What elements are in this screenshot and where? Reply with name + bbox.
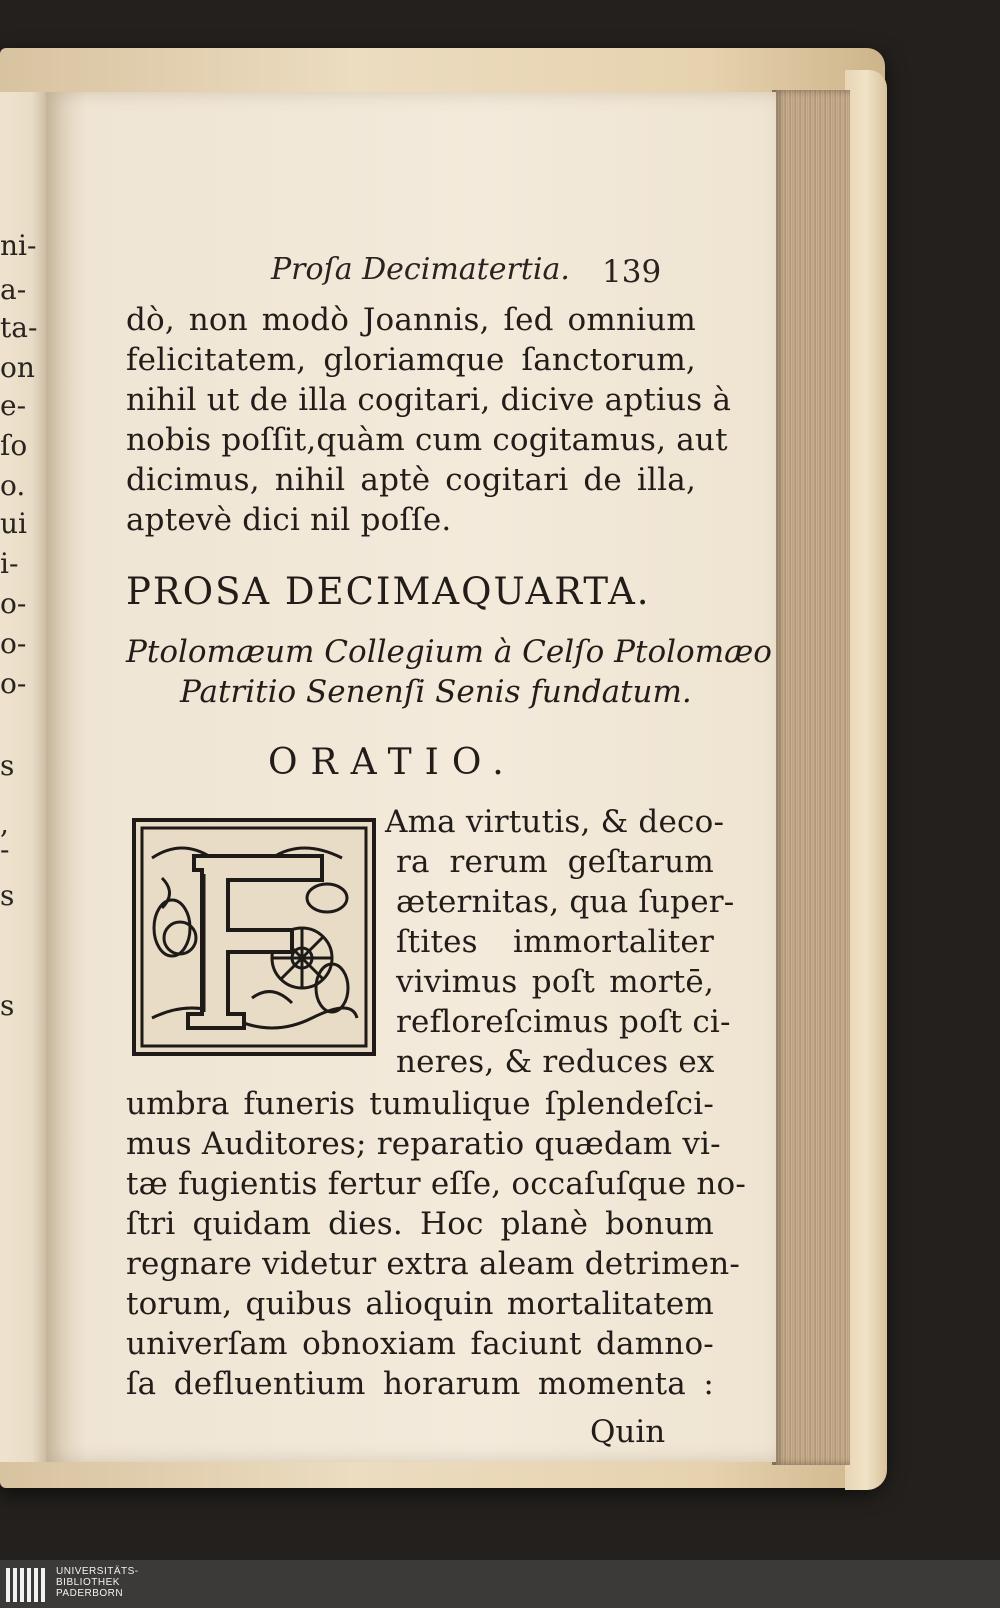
decorated-initial-f [132,818,376,1056]
text-line: nobis poſſit,quàm cum cogitamus, aut [126,422,728,458]
text-line: torum, quibus alioquin mortalitatem [126,1286,714,1322]
left-fragment: ni- [0,229,37,262]
logo-line: UNIVERSITÄTS- [56,1566,139,1577]
text-line: ſtri quidam dies. Hoc planè bonum [126,1206,714,1242]
footer-bar [0,1560,1000,1608]
page-number: 139 [602,254,662,290]
text-line: Ama virtutis, & deco- [385,804,725,840]
oration-heading: ORATIO. [268,742,517,783]
text-line: regnare videtur extra aleam detrimen- [126,1246,741,1282]
text-line: æternitas, qua ſuper- [396,884,735,920]
logo-line: BIBLIOTHEK [56,1577,120,1588]
text-line: ra rerum geſtarum [396,844,714,880]
text-line: aptevè dici nil poſſe. [126,502,452,538]
text-line: ſa defluentium horarum momenta : [126,1366,714,1402]
left-fragment: ui [0,507,27,540]
left-fragment: s [0,989,15,1022]
left-fragment: on [0,351,35,384]
left-fragment: , [0,807,9,840]
text-line: nihil ut de illa cogitari, dicive aptius à [126,382,732,418]
left-fragment: s [0,879,15,912]
text-line: refloreſcimus poſt ci- [396,1004,731,1040]
subtitle-line: Patritio Senenſi Senis fundatum. [180,674,692,710]
left-fragment: ſo [0,429,28,462]
cover-edge [845,70,887,1490]
left-fragment: i- [0,547,19,580]
library-logo-text [56,1566,139,1599]
text-line: dicimus, nihil aptè cogitari de illa, [126,462,696,498]
page-edges [772,90,850,1465]
left-fragment: o- [0,627,27,660]
left-page-sliver [0,92,47,1462]
text-line: neres, & reduces ex [396,1044,715,1080]
book-page [46,92,776,1462]
section-title: PROSA DECIMAQUARTA. [126,570,651,613]
text-line: felicitatem, gloriamque ſanctorum, [126,342,696,378]
left-fragment: o- [0,667,27,700]
subtitle-line: Ptolomæum Collegium à Celſo Ptolomæo [126,634,772,670]
left-fragment: ta- [0,311,38,344]
text-line: mus Auditores; reparatio quædam vi- [126,1126,721,1162]
floral-initial-icon [132,818,376,1056]
text-line: ſtites immortaliter [396,924,714,960]
left-fragment: a- [0,273,27,306]
running-title: Proſa Decimatertia. [271,252,570,287]
text-line: umbra funeris tumulique ſplendeſci- [126,1086,714,1122]
left-fragment: o- [0,587,27,620]
library-logo-icon [6,1568,48,1602]
catchword: Quin [590,1414,666,1450]
left-fragment: e- [0,389,27,422]
text-line: univerſam obnoxiam faciunt damno- [126,1326,714,1362]
left-fragment: o. [0,469,26,502]
text-line: dò, non modò Joannis, ſed omnium [126,302,696,338]
text-line: vivimus poſt mortē, [396,964,714,1000]
left-fragment: s [0,749,15,782]
left-fragment: - [0,833,10,866]
logo-line: PADERBORN [56,1588,124,1599]
text-line: tæ fugientis fertur eſſe, occaſuſque no- [126,1166,747,1202]
